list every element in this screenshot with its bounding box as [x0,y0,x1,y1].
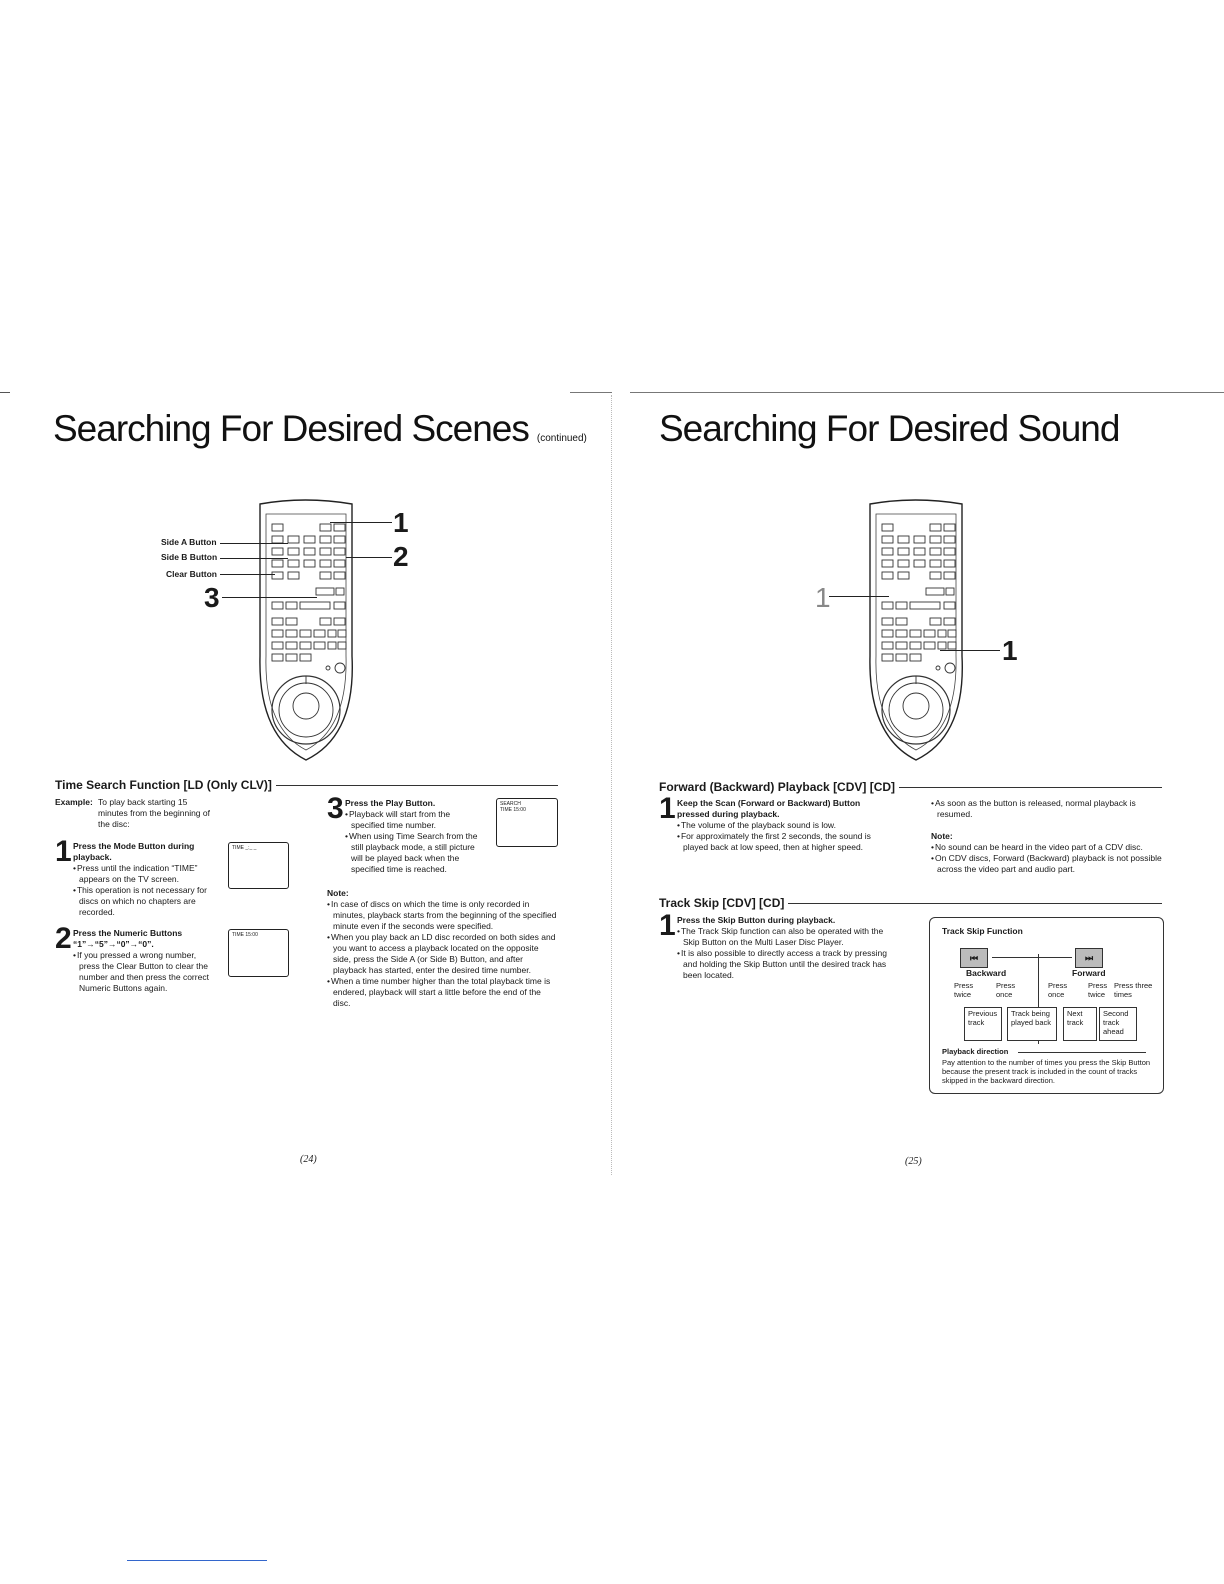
bullet: Pay attention to the number of times you press the Skip Button because the present track is included in the count of tracks skipped in the backward direction. [942,1058,1151,1085]
bullet: • This operation is not necessary for discs on which no chapters are recorded. [73,885,210,918]
skip-step-1 [659,909,891,981]
bullet: • When you play back an LD disc recorded on both sides and you want to access a playback located on the opposite side, press the Side A (or Side B) Button, and after playback has started, enter the desired time number. [327,932,558,976]
step-1 [55,835,210,918]
bullet: • Press until the indication “TIME” appears on the TV screen. [73,863,210,885]
remote-control-illustration [250,496,360,766]
skip-forward-icon: ⏭ [1075,948,1103,968]
example-text: To play back starting 15 minutes from the beginning of the disc: [98,797,210,829]
fwd-release-note [931,798,1163,820]
example-label: Example: [55,797,93,807]
section-track-skip [659,896,1162,910]
bullet: • It is also possible to directly access a track by pressing and holding the Skip Button until the desired track has been located. [677,948,891,981]
page-number-right: (25) [905,1156,922,1167]
callout-clear: Clear Button [166,569,217,579]
note-left [327,888,558,1009]
playback-direction-label: Playback direction [942,1047,1009,1056]
press-once-forward: Press once [1048,981,1068,999]
note-head: Note: [327,888,349,898]
tv-screen-time: TIME _:_ _ [228,842,289,889]
title-suffix: (continued) [536,433,587,444]
box-bullet [942,1058,1156,1085]
example [55,797,215,830]
press-three-forward: Press three times [1114,981,1153,999]
title-text: Searching For Desired Scenes [53,408,529,449]
callout-number-1b: 1 [1002,635,1018,666]
bullet: • On CDV discs, Forward (Backward) playback is not possible across the video part and audio part. [931,853,1163,875]
bullet: • When a time number higher than the total playback time is endered, playback will start a little before the end of the disc. [327,976,558,1009]
step-head: Press the Play Button. [345,798,436,808]
track-cell-second-ahead: Second track ahead [1099,1007,1137,1041]
tv-screen-time-15: TIME 15:00 [228,929,289,977]
callout-number-3: 3 [204,582,220,613]
section-title: Forward (Backward) Playback [CDV] [CD] [659,780,896,794]
forward-label: Forward [1072,968,1106,978]
callout-number-2: 2 [393,541,409,572]
step-3 [327,792,482,875]
step-head: Press the Skip Button during playback. [677,915,836,925]
tv-screen-search [496,798,558,847]
bullet: • As soon as the button is released, normal playback is resumed. [931,798,1163,820]
step-number: 1 [659,909,676,942]
screen-line: SEARCH [500,801,521,807]
step-2 [55,922,210,994]
callout-number-1: 1 [393,507,409,538]
track-cell-current: Track being played back [1007,1007,1057,1041]
step-number: 2 [55,922,72,955]
section-time-search [55,778,558,792]
step-head: Keep the Scan (Forward or Backward) Button pressed during playback. [677,798,861,819]
bullet: • If you pressed a wrong number, press the Clear Button to clear the number and then press the correct Numeric Buttons again. [73,950,210,994]
title-text: Searching For Desired Sound [659,408,1120,449]
page-number-left: (24) [300,1154,317,1165]
bullet: • Playback will start from the specified time number. [345,809,482,831]
section-title: Time Search Function [LD (Only CLV)] [55,778,272,792]
callout-number-1a: 1 [815,582,831,613]
note-head: Note: [931,831,953,841]
remote-control-illustration [860,496,970,766]
track-skip-function-box [929,917,1164,1094]
bullet: • In case of discs on which the time is only recorded in minutes, playback starts from the beginning of the specified minute even if the seconds were specified. [327,899,558,932]
bullet: • No sound can be heard in the video part of a CDV disc. [931,842,1163,853]
page-title-left [53,408,587,450]
track-cell-next: Next track [1063,1007,1097,1041]
step-number: 1 [55,835,72,868]
skip-back-icon: ⏮ [960,948,988,968]
callout-side-b: Side B Button [161,552,218,562]
backward-label: Backward [966,968,1007,978]
fwd-step-1 [659,792,891,853]
track-cell-previous: Previous track [964,1007,1002,1041]
bullet: • When using Time Search from the still playback mode, a still picture will be played back when the specified time is reached. [345,831,482,875]
press-once-backward: Press once [996,981,1016,999]
step-number: 1 [659,792,676,825]
screen-line: TIME 15:00 [500,807,526,813]
bullet: • The volume of the playback sound is low. [677,820,891,831]
box-title: Track Skip Function [942,926,1023,936]
step-head: Press the Mode Button during playback. [73,841,195,862]
step-head: Press the Numeric Buttons “1”→“5”→“0”→“0”. [73,928,183,949]
press-twice-forward: Press twice [1088,981,1108,999]
callout-side-a: Side A Button [161,537,217,547]
step-number: 3 [327,792,344,825]
section-title: Track Skip [CDV] [CD] [659,896,785,910]
page-title-right [659,408,1119,450]
section-forward-backward [659,780,1162,794]
fwd-note [931,831,1163,875]
bullet: • For approximately the first 2 seconds, the sound is played back at low speed, then at higher speed. [677,831,891,853]
press-twice-backward: Press twice [954,981,974,999]
bullet: • The Track Skip function can also be operated with the Skip Button on the Multi Laser Disc Player. [677,926,891,948]
